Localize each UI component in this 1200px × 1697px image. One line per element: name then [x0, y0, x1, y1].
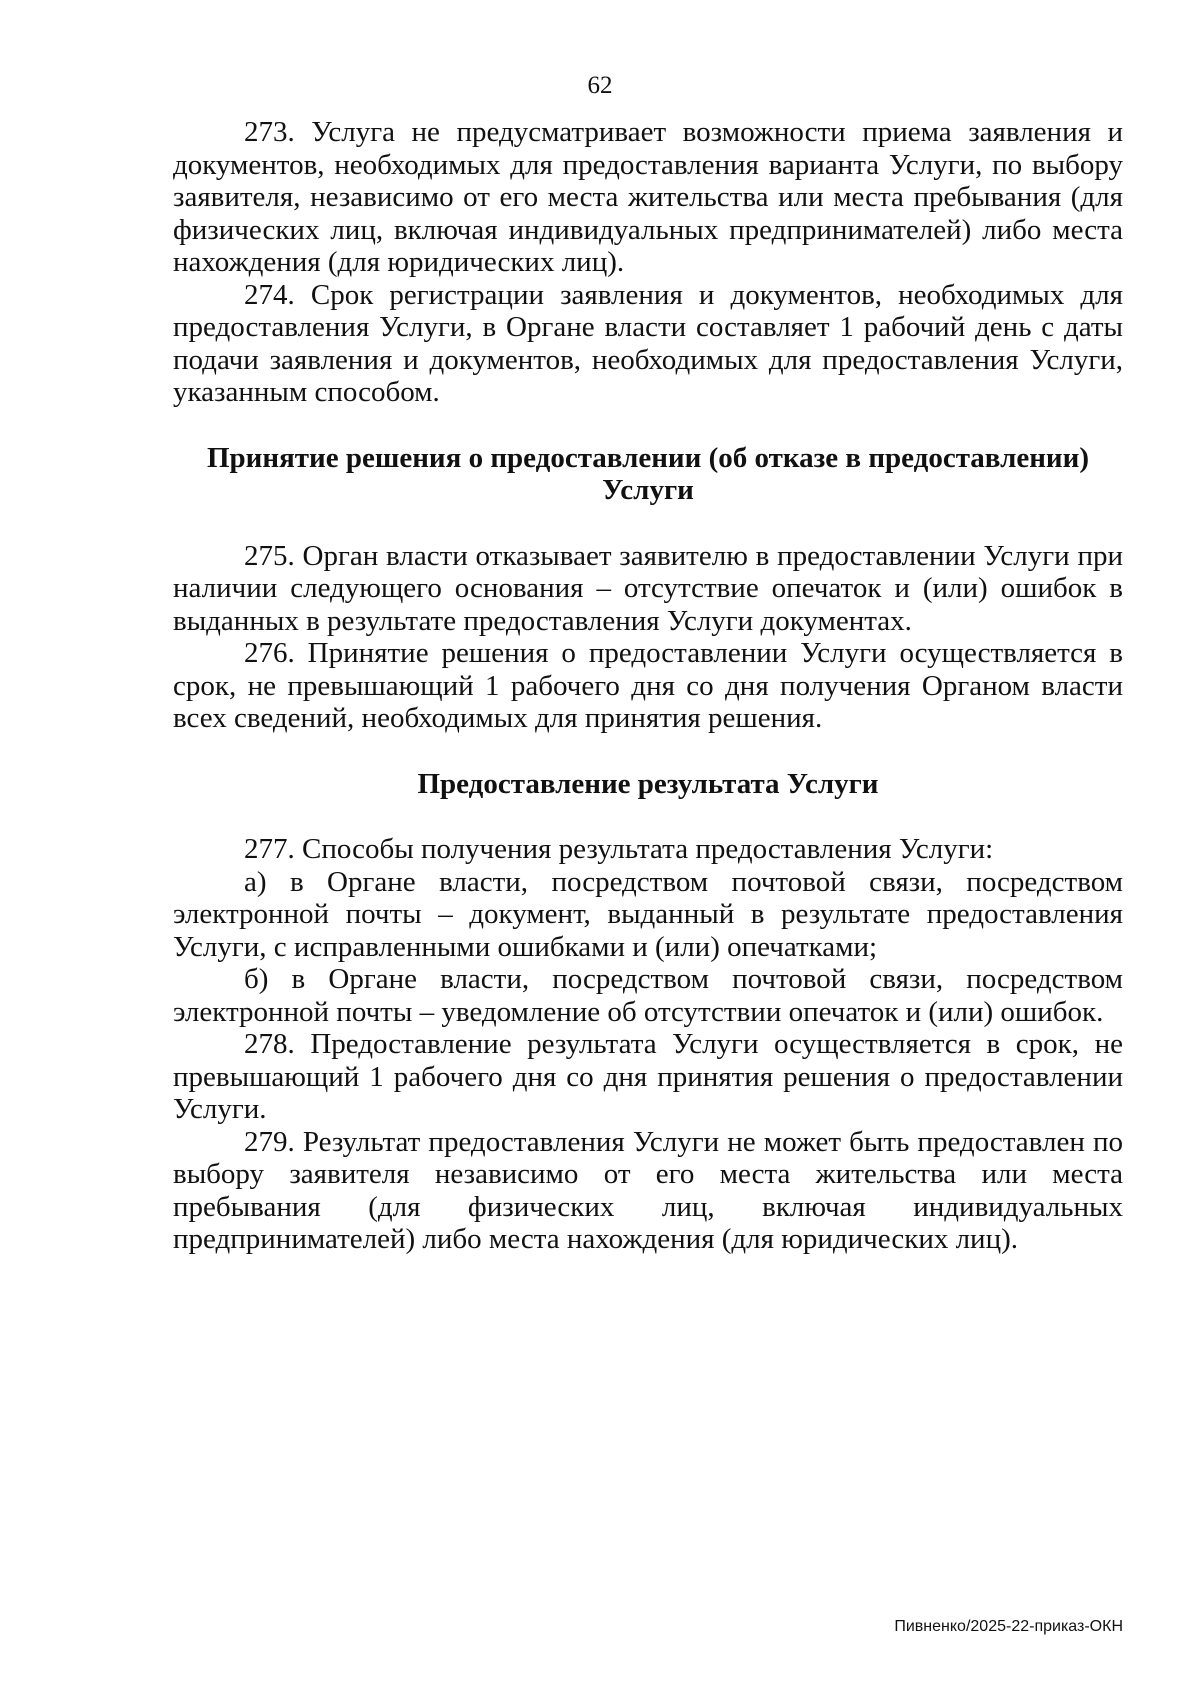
paragraph-276: 276. Принятие решения о предоставлении Услуги осуществляется в срок, не превышающий 1 рабочего дня со дня получения Органом власти всех сведений, необходимых для принятия решения. [173, 637, 1123, 734]
paragraph-278: 278. Предоставление результата Услуги осуществляется в срок, не превышающий 1 рабочего дня со дня принятия решения о предоставлении Услуги. [173, 1028, 1123, 1125]
paragraph-279: 279. Результат предоставления Услуги не может быть предоставлен по выбору заявителя независимо от его места жительства или места пребывания (для физических лиц, включая индивидуальных предпринимателей) либо места нахождения (для юридических лиц). [173, 1125, 1123, 1255]
paragraph-277: 277. Способы получения результата предоставления Услуги: [244, 833, 994, 865]
section-heading-result: Предоставление результата Услуги [417, 767, 879, 800]
paragraph-277-a: а) в Органе власти, посредством почтовой связи, посредством электронной почты – документ, выданный в результате предоставления Услуги, с исправленными ошибками и (или) опечатками; [173, 865, 1123, 963]
section-heading-decision: Принятие решения о предоставлении (об отказе в предоставлении) Услуги [207, 441, 1089, 506]
page-number: 62 [587, 72, 613, 99]
document-body [173, 116, 1123, 1256]
paragraph-275: 275. Орган власти отказывает заявителю в предоставлении Услуги при наличии следующего основания – отсутствие опечаток и (или) ошибок в выданных в результате предоставления Услуги документах. [173, 539, 1123, 637]
paragraph-273: 273. Услуга не предусматривает возможности приема заявления и документов, необходимых для предоставления варианта Услуги, по выбору заявителя, независимо от его места жительства или места пребывания (для физических лиц, включая индивидуальных предпринимателей) либо места нахождения (для юридических лиц). [173, 116, 1123, 278]
paragraph-274: 274. Срок регистрации заявления и документов, необходимых для предоставления Услуги, в Органе власти составляет 1 рабочий день с даты подачи заявления и документов, необходимых для предоставления Услуги, указанным способом. [173, 278, 1123, 408]
document-footer-reference: Пивненко/2025-22-приказ-ОКН [894, 1618, 1123, 1635]
paragraph-277-b: б) в Органе власти, посредством почтовой связи, посредством электронной почты – уведомление об отсутствии опечаток и (или) ошибок. [173, 963, 1123, 1028]
